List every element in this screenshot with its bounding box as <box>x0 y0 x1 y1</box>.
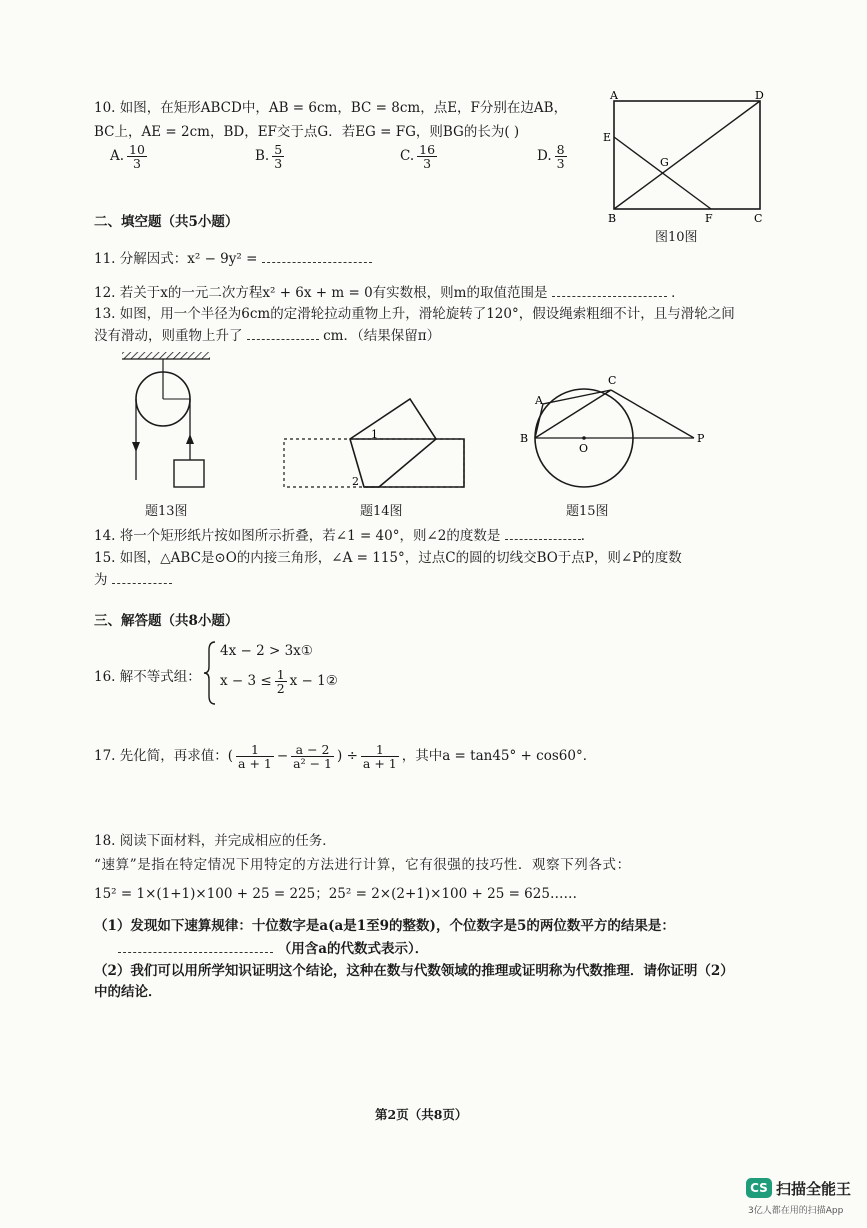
fig14-angle-2: 2 <box>352 475 359 488</box>
q15-line1: 15. 如图，△ABC是⊙O的内接三角形，∠A = 115°，过点C的圆的切线交BO于点P，则∠P的度数 <box>94 550 682 566</box>
q10-option-d: D. $\frac{8}{3}$ <box>537 142 565 172</box>
q18-line2: “速算”是指在特定情况下用特定的方法进行计算，它有很强的技巧性．观察下列各式： <box>94 857 631 873</box>
figure-15-caption: 题15图 <box>566 504 609 519</box>
watermark-brand: 扫描全能王 <box>776 1180 852 1198</box>
q16-label: 16. 解不等式组： <box>94 669 201 685</box>
camscanner-logo-icon: CS <box>746 1178 772 1198</box>
q10-line2: BC上，AE = 2cm，BD，EF交于点G．若EG = FG，则BG的长为( ) <box>94 124 520 140</box>
q17-expression: 17. 先化简，再求值：( $\frac{1}{a + 1}$ − $\frac{a - 2}{\text{a² − 1}}$ ) ÷ $\frac{1}{a + 1}$ ，其中a = tan45° + cos60°． <box>94 742 597 772</box>
q10-line1: 10. 如图，在矩形ABCD中，AB = 6cm，BC = 8cm，点E，F分别在边AB， <box>94 100 568 116</box>
q18-line7: 中的结论． <box>94 984 162 1000</box>
folded-flap <box>350 399 436 487</box>
fig10-label-d: D <box>755 89 764 102</box>
q11-text: 11. 分解因式：x² − 9y² = <box>94 247 372 267</box>
q10-option-a: A. $\frac{10}{3}$ <box>110 142 145 172</box>
q13-line1: 13. 如图，用一个半径为6cm的定滑轮拉动重物上升，滑轮旋转了120°，假设绳索粗细不计，且与滑轮之间 <box>94 306 735 322</box>
figure-14-caption: 题14图 <box>360 504 403 519</box>
q14-text: 14. 将一个矩形纸片按如图所示折叠，若∠1 = 40°，则∠2的度数是 ． <box>94 528 595 544</box>
q18-line6: （2）我们可以用所学知识证明这个结论，这种在数与代数领域的推理或证明称为代数推理．请你证明（2） <box>94 963 734 979</box>
q10-option-b: B. $\frac{5}{3}$ <box>255 142 283 172</box>
watermark-subtitle: 3亿人都在用的扫描App <box>748 1206 844 1216</box>
page-number: 第2页（共8页） <box>375 1107 468 1122</box>
figure-15-circle <box>508 368 718 503</box>
q18-line5: （用含a的代数式表示）． <box>118 937 428 957</box>
fig15-label-c: C <box>608 374 617 387</box>
figure-10-caption: 图10图 <box>655 230 698 245</box>
q16-brace <box>203 640 217 706</box>
fig15-label-o: O <box>579 442 589 455</box>
figure-10-rectangle <box>598 88 778 248</box>
figure-13-caption: 题13图 <box>145 504 188 519</box>
q18-line1: 18. 阅读下面材料，并完成相应的任务． <box>94 833 336 849</box>
fig15-label-a: A <box>535 394 543 407</box>
q12-text: 12. 若关于x的一元二次方程x² + 6x + m = 0有实数根，则m的取值范围是 ． <box>94 285 685 301</box>
q13-line2: 没有滑动，则重物上升了 cm．（结果保留π） <box>94 328 441 344</box>
section-2-title: 二、填空题（共5小题） <box>94 214 239 230</box>
figure-14-folded-rectangle <box>280 390 470 500</box>
fig10-label-e: E <box>603 131 612 144</box>
arrow-down-icon <box>132 442 140 452</box>
q10-option-c: C. $\frac{16}{3}$ <box>400 142 436 172</box>
ceiling-hatch <box>122 352 210 359</box>
fig10-label-c: C <box>754 212 763 225</box>
fig10-label-b: B <box>608 212 617 225</box>
fig15-label-b: B <box>520 432 529 445</box>
arrow-up-icon <box>186 434 194 444</box>
weight-block <box>174 460 204 487</box>
figure-13-pulley <box>118 350 218 490</box>
fig14-angle-1: 1 <box>371 428 378 441</box>
q18-line3: 15² = 1×(1+1)×100 + 25 = 225；25² = 2×(2+1)×100 + 25 = 625…… <box>94 886 577 902</box>
fig10-label-g: G <box>660 156 669 169</box>
q15-line2: 为 <box>94 568 172 588</box>
fig10-label-a: A <box>610 89 618 102</box>
q16-inequality-1: 4x − 2 > 3x① <box>220 643 313 659</box>
q16-inequality-2: x − 3 ≤ $\frac{1}{2}$ x − 1② <box>220 667 338 697</box>
q18-line4: （1）发现如下速算规律：十位数字是a(a是1至9的整数)，个位数字是5的两位数平方的结果是： <box>94 918 675 934</box>
fig15-label-p: P <box>697 432 705 445</box>
fig10-label-f: F <box>705 212 713 225</box>
section-3-title: 三、解答题（共8小题） <box>94 613 239 629</box>
